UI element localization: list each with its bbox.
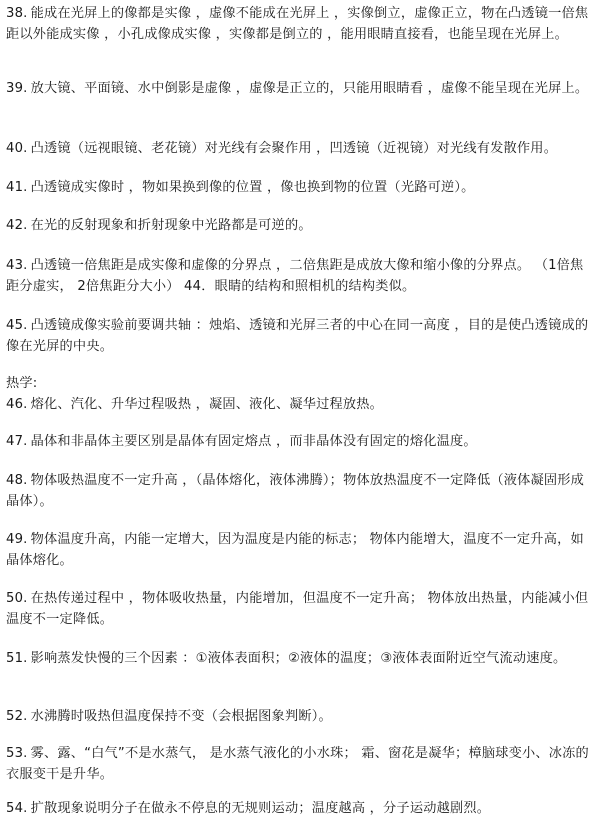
item-42 xyxy=(6,215,596,236)
item-number: 39. xyxy=(6,81,28,96)
item-number: 38. xyxy=(6,6,28,21)
item-46 xyxy=(6,394,596,415)
item-text: 凸透镜一倍焦距是成实像和虚像的分界点 ，二倍焦距是成放大像和缩小像的分界点。 （1倍焦距分虚实， 2倍焦距分大小） 44．眼睛的结构和照相机的结构类似。 xyxy=(6,258,584,294)
item-43-44 xyxy=(6,255,596,297)
item-text: 影响蒸发快慢的三个因素 ：①液体表面积；②液体的温度；③液体表面附近空气流动速度。 xyxy=(30,651,567,666)
item-47 xyxy=(6,431,596,452)
item-number: 46. xyxy=(6,397,28,412)
item-number: 42. xyxy=(6,218,28,233)
section-heading-text: 热学: xyxy=(6,376,38,391)
item-40 xyxy=(6,138,596,159)
item-50 xyxy=(6,588,596,630)
item-53 xyxy=(6,743,596,785)
item-number: 45. xyxy=(6,318,28,333)
item-text: 凸透镜（远视眼镜、老花镜）对光线有会聚作用 ，凹透镜（近视镜）对光线有发散作用。 xyxy=(30,141,558,156)
item-45 xyxy=(6,315,596,357)
item-text: 在光的反射现象和折射现象中光路都是可逆的。 xyxy=(30,218,312,233)
item-38 xyxy=(6,3,596,45)
item-number: 52. xyxy=(6,709,28,724)
item-number: 51. xyxy=(6,651,28,666)
item-number: 48. xyxy=(6,473,28,488)
item-number: 53. xyxy=(6,746,28,761)
item-text: 扩散现象说明分子在做永不停息的无规则运动；温度越高 ，分子运动越剧烈。 xyxy=(30,801,491,816)
item-number: 54. xyxy=(6,801,28,816)
item-51 xyxy=(6,648,596,669)
item-text: 放大镜、平面镜、水中倒影是虚像 ，虚像是正立的，只能用眼睛看 ，虚像不能呈现在光屏上。 xyxy=(30,81,589,96)
item-48 xyxy=(6,470,596,512)
item-number: 40. xyxy=(6,141,28,156)
item-text: 凸透镜成实像时 ，物如果换到像的位置 ，像也换到物的位置（光路可逆）。 xyxy=(30,180,475,195)
item-text: 雾、露、“白气”不是水蒸气， 是水蒸气液化的小水珠； 霜、窗花是凝华；樟脑球变小、冰冻的衣服变干是升华。 xyxy=(6,746,589,782)
item-text: 物体温度升高，内能一定增大，因为温度是内能的标志； 物体内能增大，温度不一定升高，如晶体熔化。 xyxy=(6,532,584,568)
item-number: 43. xyxy=(6,258,28,273)
item-number: 47. xyxy=(6,434,28,449)
item-number: 50. xyxy=(6,591,28,606)
section-heading-thermal xyxy=(6,373,596,394)
item-text: 在热传递过程中 ，物体吸收热量，内能增加，但温度不一定升高； 物体放出热量，内能减小但温度不一定降低。 xyxy=(6,591,589,627)
item-text: 凸透镜成像实验前要调共轴 ：烛焰、透镜和光屏三者的中心在同一高度 ，目的是使凸透镜成的像在光屏的中央。 xyxy=(6,318,589,354)
item-text: 物体吸热温度不一定升高 ，（晶体熔化，液体沸腾）；物体放热温度不一定降低（液体凝固形成晶体）。 xyxy=(6,473,585,509)
item-49 xyxy=(6,529,596,571)
item-41 xyxy=(6,177,596,198)
item-52 xyxy=(6,706,596,727)
item-text: 熔化、汽化、升华过程吸热 ，凝固、液化、凝华过程放热。 xyxy=(30,397,384,412)
item-number: 49. xyxy=(6,532,28,547)
item-text: 水沸腾时吸热但温度保持不变（会根据图象判断）。 xyxy=(30,709,332,724)
item-text: 晶体和非晶体主要区别是晶体有固定熔点 ，而非晶体没有固定的熔化温度。 xyxy=(30,434,477,449)
item-number: 41. xyxy=(6,180,28,195)
item-54 xyxy=(6,798,596,819)
item-text: 能成在光屏上的像都是实像 ，虚像不能成在光屏上 ，实像倒立，虚像正立，物在凸透镜一倍焦距以外能成实像 ，小孔成像成实像 ，实像都是倒立的 ，能用眼睛直接看，也能呈现在光屏上。 xyxy=(6,6,589,42)
item-39 xyxy=(6,78,596,99)
